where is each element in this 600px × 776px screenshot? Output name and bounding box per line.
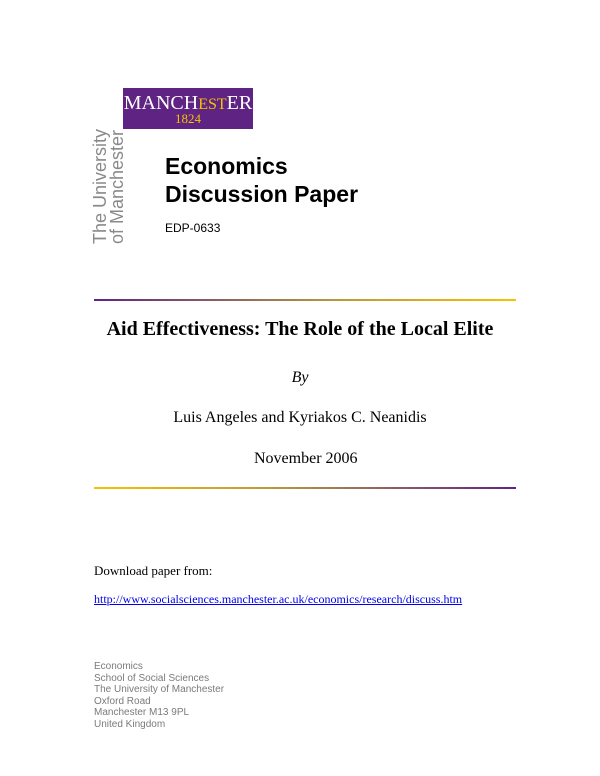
- university-name-vertical: [90, 128, 134, 244]
- address-line: Manchester M13 9PL: [94, 707, 190, 719]
- series-title-line1: Economics: [165, 153, 288, 179]
- address-line: Oxford Road: [94, 695, 151, 707]
- bottom-divider: [94, 487, 516, 489]
- logo-year: 1824: [175, 111, 201, 126]
- university-name-line1: The University: [90, 128, 110, 244]
- series-title-line2: Discussion Paper: [165, 181, 359, 207]
- paper-title: Aid Effectiveness: The Role of the Local Elite: [106, 318, 494, 340]
- paper-date: November 2006: [254, 450, 358, 467]
- by-label: By: [291, 369, 309, 386]
- top-divider: [94, 299, 516, 301]
- university-logo: [123, 88, 253, 129]
- download-link[interactable]: http://www.socialsciences.manchester.ac.uk/economics/research/discuss.htm: [94, 592, 463, 606]
- address-line: United Kingdom: [94, 718, 166, 730]
- university-name-line2: of Manchester: [107, 129, 127, 244]
- logo-wordmark: MANCHESTER: [123, 92, 253, 114]
- address-line: Economics: [94, 661, 143, 672]
- contact-address: [94, 661, 224, 731]
- download-label: Download paper from:: [94, 563, 213, 578]
- address-line: The University of Manchester: [94, 684, 225, 696]
- paper-number: EDP-0633: [165, 221, 221, 235]
- paper-authors: Luis Angeles and Kyriakos C. Neanidis: [173, 409, 427, 426]
- address-line: School of Social Sciences: [94, 672, 210, 684]
